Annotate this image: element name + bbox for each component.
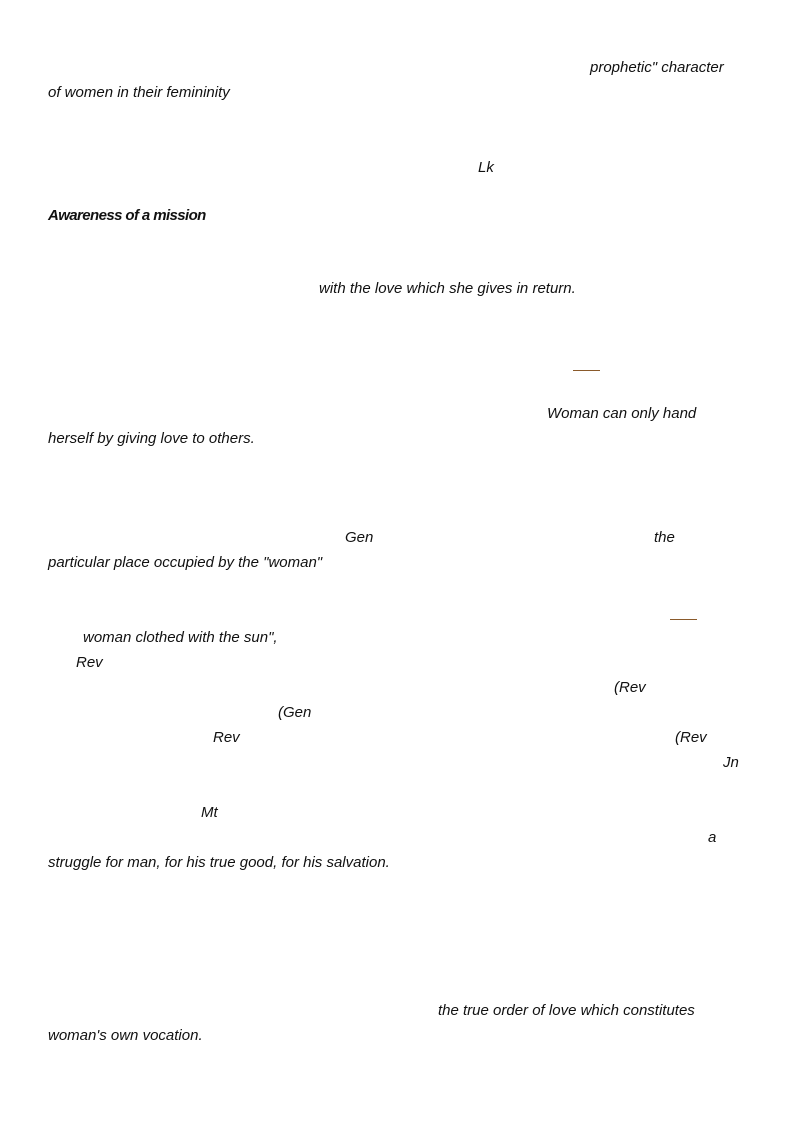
text-fragment-women-femininity: of women in their femininity [48,84,230,101]
footnote-rule [670,619,697,620]
scripture-ref-lk: Lk [478,159,494,176]
scripture-ref-gen-paren: (Gen [278,704,312,721]
scripture-ref-rev-paren: (Rev [614,679,646,696]
text-fragment-womans-own-vocation: woman's own vocation. [48,1027,203,1044]
text-fragment-the: the [654,529,675,546]
scripture-ref-rev: Rev [76,654,103,671]
scripture-ref-rev: Rev [213,729,240,746]
scripture-ref-rev-paren: (Rev [675,729,707,746]
text-fragment-woman-clothed: woman clothed with the sun", [83,629,278,646]
scripture-ref-mt: Mt [201,804,218,821]
section-heading: Awareness of a mission [48,207,206,224]
text-fragment-love-in-return: with the love which she gives in return. [319,280,576,297]
text-fragment-prophetic-character: prophetic" character [590,59,724,76]
scripture-ref-jn: Jn [723,754,739,771]
scripture-ref-gen: Gen [345,529,374,546]
text-fragment-woman-can-only-hand: Woman can only hand [547,405,697,422]
text-fragment-true-order-of-love: the true order of love which constitutes [438,1002,695,1019]
text-fragment-herself-by-giving: herself by giving love to others. [48,430,255,447]
text-fragment-a: a [708,829,717,846]
footnote-rule [573,370,600,371]
text-fragment-particular-place: particular place occupied by the "woman" [48,554,323,571]
text-fragment-struggle-for-man: struggle for man, for his true good, for his salvation. [48,854,390,871]
